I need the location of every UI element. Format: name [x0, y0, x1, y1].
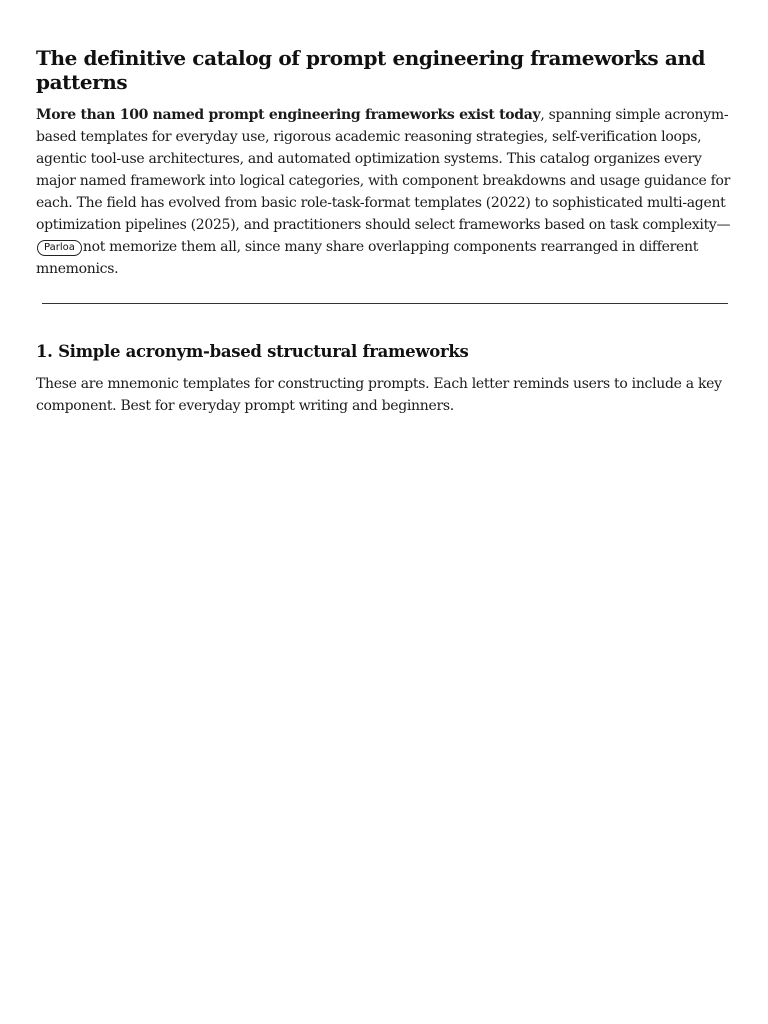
- intro-text-continued: not memorize them all, since many share overlapping components rearranged in different mnemonics.: [36, 239, 699, 277]
- document-page: [36, 0, 732, 414]
- page-title: The definitive catalog of prompt engineering frameworks and patterns: [36, 46, 706, 94]
- section-divider: [42, 303, 728, 304]
- intro-bold-lead: More than 100 named prompt engineering frameworks exist today: [36, 107, 541, 123]
- source-citation-chip[interactable]: Parloa: [37, 240, 82, 256]
- section-paragraph: These are mnemonic templates for constructing prompts. Each letter reminds users to include a key component. Best for everyday prompt writing and beginners.: [36, 376, 722, 414]
- intro-text: , spanning simple acronym-based templates for everyday use, rigorous academic reasoning strategies, self-verification loops, agentic tool-use architectures, and automated optimization systems. This catalog organizes every major named framework into logical categories, with component breakdowns and usage guidance for each. The field has evolved from basic role-task-format templates (2022) to sophisticated multi-agent optimization pipelines (2025), and practitioners should select frameworks based on task complexity—: [36, 107, 731, 233]
- intro-paragraph: [36, 104, 732, 280]
- section-heading: 1. Simple acronym-based structural frameworks: [36, 342, 469, 361]
